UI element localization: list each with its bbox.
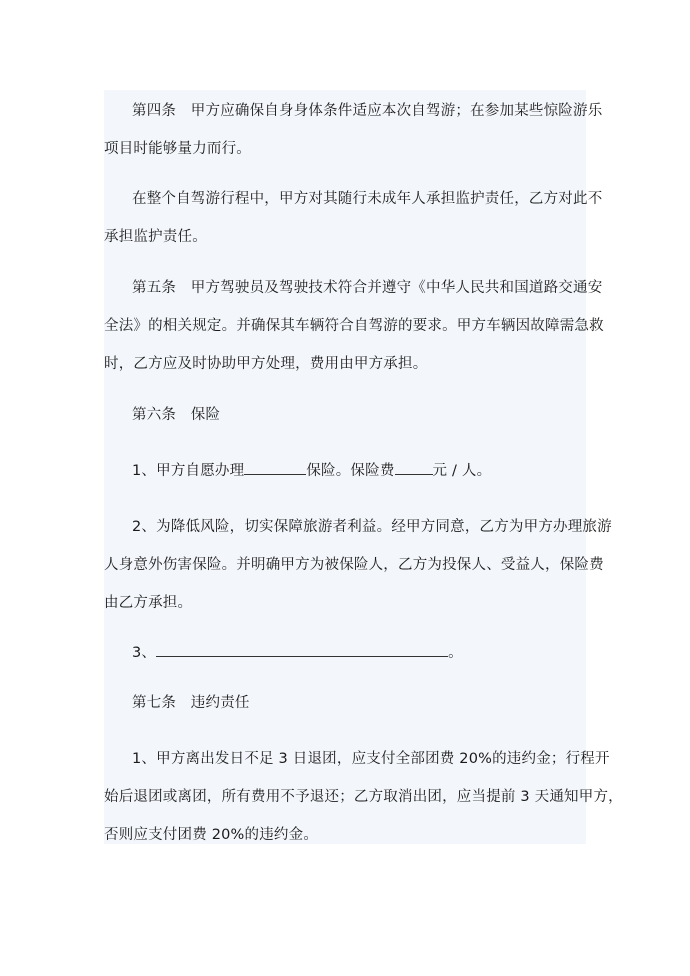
article-7-item-1 (104, 740, 623, 854)
article-7-item-1-line-3: 否则应支付团费 20%的违约金。 (104, 827, 319, 843)
article-6-heading-text: 第六条 保险 (132, 407, 221, 423)
article-6-item-2-line-3: 由乙方承担。 (104, 595, 193, 611)
article-6-item-1 (104, 452, 584, 490)
article-6-item-3-line (104, 634, 584, 672)
article-7-heading (104, 684, 584, 722)
item-3-suffix: 。 (448, 645, 463, 661)
guardianship-line-1: 在整个自驾游行程中，甲方对其随行未成年人承担监护责任，乙方对此不 (132, 191, 603, 207)
article-6-item-2 (104, 508, 612, 622)
item-3-prefix: 3、 (132, 645, 157, 661)
guardianship-line-2: 承担监护责任。 (104, 229, 207, 245)
guardianship-paragraph (104, 180, 603, 256)
item-1-middle: 保险。保险费 (306, 463, 395, 479)
article-5-paragraph (104, 269, 604, 383)
article-5-line-1: 第五条 甲方驾驶员及驾驶技术符合并遵守《中华人民共和国道路交通安 (132, 280, 603, 296)
article-4-paragraph (104, 92, 603, 168)
article-7-item-1-line-1: 1、甲方离出发日不足 3 日退团，应支付全部团费 20%的违约金；行程开 (132, 751, 610, 767)
article-6-item-2-line-2: 人身意外伤害保险。并明确甲方为被保险人，乙方为投保人、受益人，保险费 (104, 557, 604, 573)
item-3-blank[interactable] (156, 642, 448, 657)
article-4-line-1: 第四条 甲方应确保自身身体条件适应本次自驾游；在参加某些惊险游乐 (132, 103, 603, 119)
article-7-item-1-line-2: 始后退团或离团，所有费用不予退还；乙方取消出团，应当提前 3 天通知甲方， (104, 789, 623, 805)
article-6-item-3 (104, 634, 584, 672)
article-6-heading (104, 396, 584, 434)
article-6-item-1-line (104, 452, 584, 490)
insurance-type-blank[interactable] (244, 460, 306, 475)
article-6-item-2-line-1: 2、为降低风险，切实保障旅游者利益。经甲方同意，乙方为甲方办理旅游 (132, 519, 612, 535)
article-5-line-2: 全法》的相关规定。并确保其车辆符合自驾游的要求。甲方车辆因故障需急救 (104, 318, 604, 334)
item-1-suffix: 元 / 人。 (432, 463, 492, 479)
article-7-heading-text: 第七条 违约责任 (132, 695, 250, 711)
item-1-prefix: 1、甲方自愿办理 (132, 463, 245, 479)
insurance-fee-blank[interactable] (395, 460, 433, 475)
article-4-line-2: 项目时能够量力而行。 (104, 141, 251, 157)
article-5-line-3: 时，乙方应及时协助甲方处理，费用由甲方承担。 (104, 356, 428, 372)
